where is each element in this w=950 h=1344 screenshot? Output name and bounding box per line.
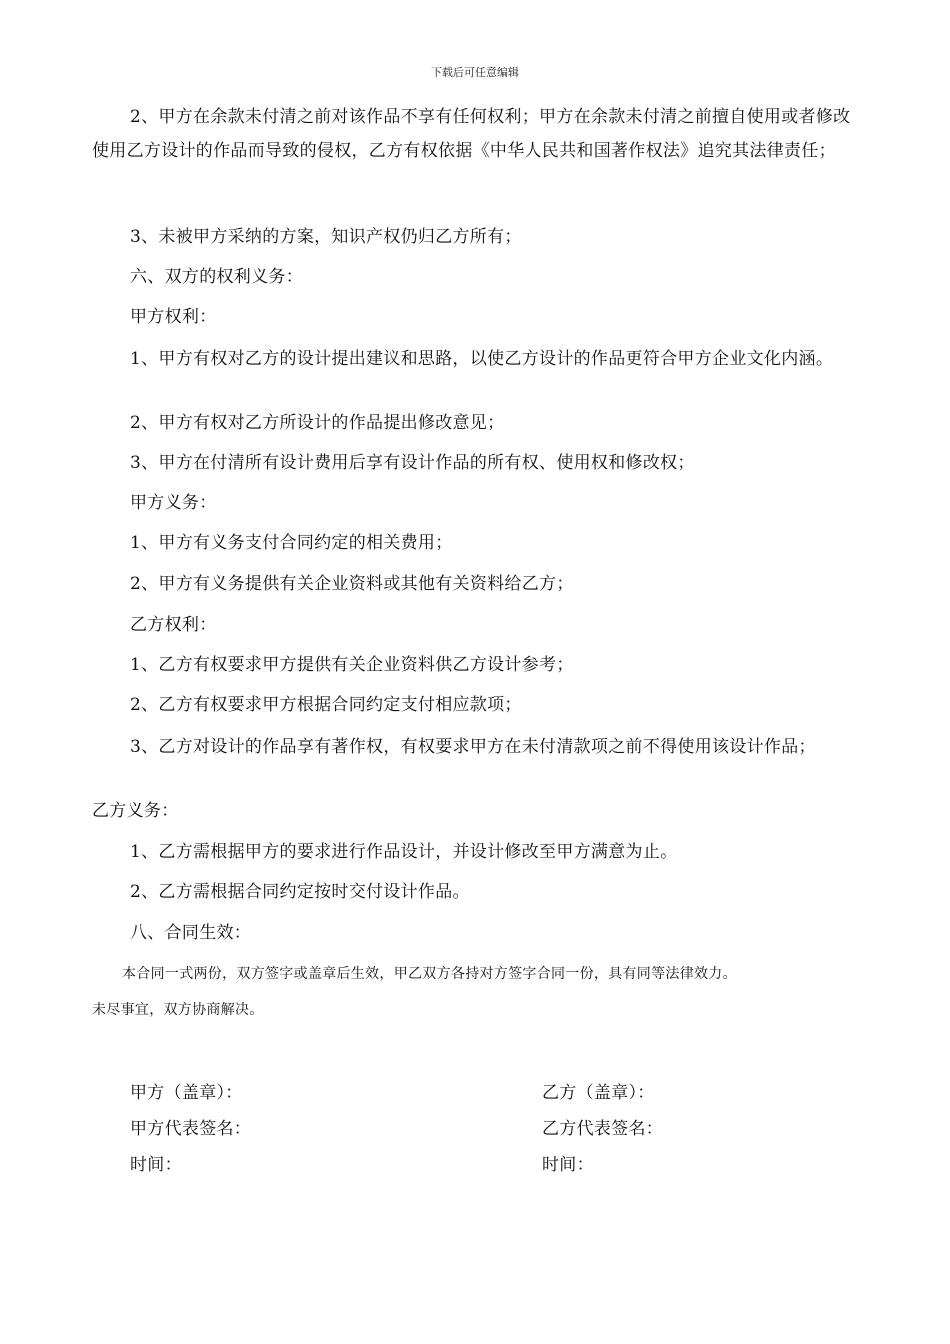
party-b-right-3 (92, 734, 860, 760)
clause-unadopted-plans: 3、未被甲方采纳的方案，知识产权仍归乙方所有； (130, 227, 522, 247)
party-a-rights-heading: 甲方权利： (130, 307, 217, 327)
party-b-right-1: 1、乙方有权要求甲方提供有关企业资料供乙方设计参考； (130, 655, 574, 675)
party-b-duty-2: 2、乙方需根据合同约定按时交付设计作品。 (130, 882, 470, 902)
party-a-duty-1: 1、甲方有义务支付合同约定的相关费用； (130, 533, 453, 553)
clause-payment-rights-text: 2、甲方在余款未付清之前对该作品不享有任何权利；甲方在余款未付清之前擅自使用或者修改使用乙方设计的作品而导致的侵权，乙方有权依据《中华人民共和国著作权法》追究其法律责任； (92, 107, 851, 161)
party-a-rep-signature: 甲方代表签名： (130, 1119, 252, 1139)
party-b-right-2: 2、乙方有权要求甲方根据合同约定支付相应款项； (130, 695, 522, 715)
party-a-right-3: 3、甲方在付清所有设计费用后享有设计作品的所有权、使用权和修改权； (130, 453, 695, 473)
party-a-date: 时间： (130, 1155, 182, 1175)
party-b-rights-heading: 乙方权利： (130, 615, 217, 635)
clause-payment-rights (92, 100, 860, 168)
party-a-duties-heading: 甲方义务： (130, 493, 217, 513)
page-header: 下载后可任意编辑 (431, 66, 519, 79)
party-a-duty-2: 2、甲方有义务提供有关企业资料或其他有关资料给乙方； (130, 574, 574, 594)
party-b-duties-heading: 乙方义务： (92, 801, 179, 821)
party-a-seal: 甲方（盖章）： (130, 1083, 243, 1103)
party-b-rep-signature: 乙方代表签名： (542, 1119, 664, 1139)
party-a-right-1-text: 1、甲方有权对乙方的设计提出建议和思路，以使乙方设计的作品更符合甲方企业文化内涵。 (130, 349, 834, 369)
section-six-heading: 六、双方的权利义务： (130, 267, 303, 287)
party-b-date: 时间： (542, 1155, 594, 1175)
party-b-duty-1: 1、乙方需根据甲方的要求进行作品设计，并设计修改至甲方满意为止。 (130, 842, 678, 862)
party-a-right-1 (92, 346, 860, 372)
party-a-right-2: 2、甲方有权对乙方所设计的作品提出修改意见； (130, 413, 505, 433)
party-b-seal: 乙方（盖章）： (542, 1083, 655, 1103)
contract-effect-line-1: 本合同一式两份，双方签字或盖章后生效，甲乙双方各持对方签字合同一份，具有同等法律效力。 (122, 966, 737, 982)
contract-effect-line-2: 未尽事宜，双方协商解决。 (92, 1002, 264, 1018)
section-eight-heading: 八、合同生效： (130, 923, 252, 943)
party-b-right-3-text: 3、乙方对设计的作品享有著作权，有权要求甲方在未付清款项之前不得使用该设计作品； (130, 737, 816, 757)
